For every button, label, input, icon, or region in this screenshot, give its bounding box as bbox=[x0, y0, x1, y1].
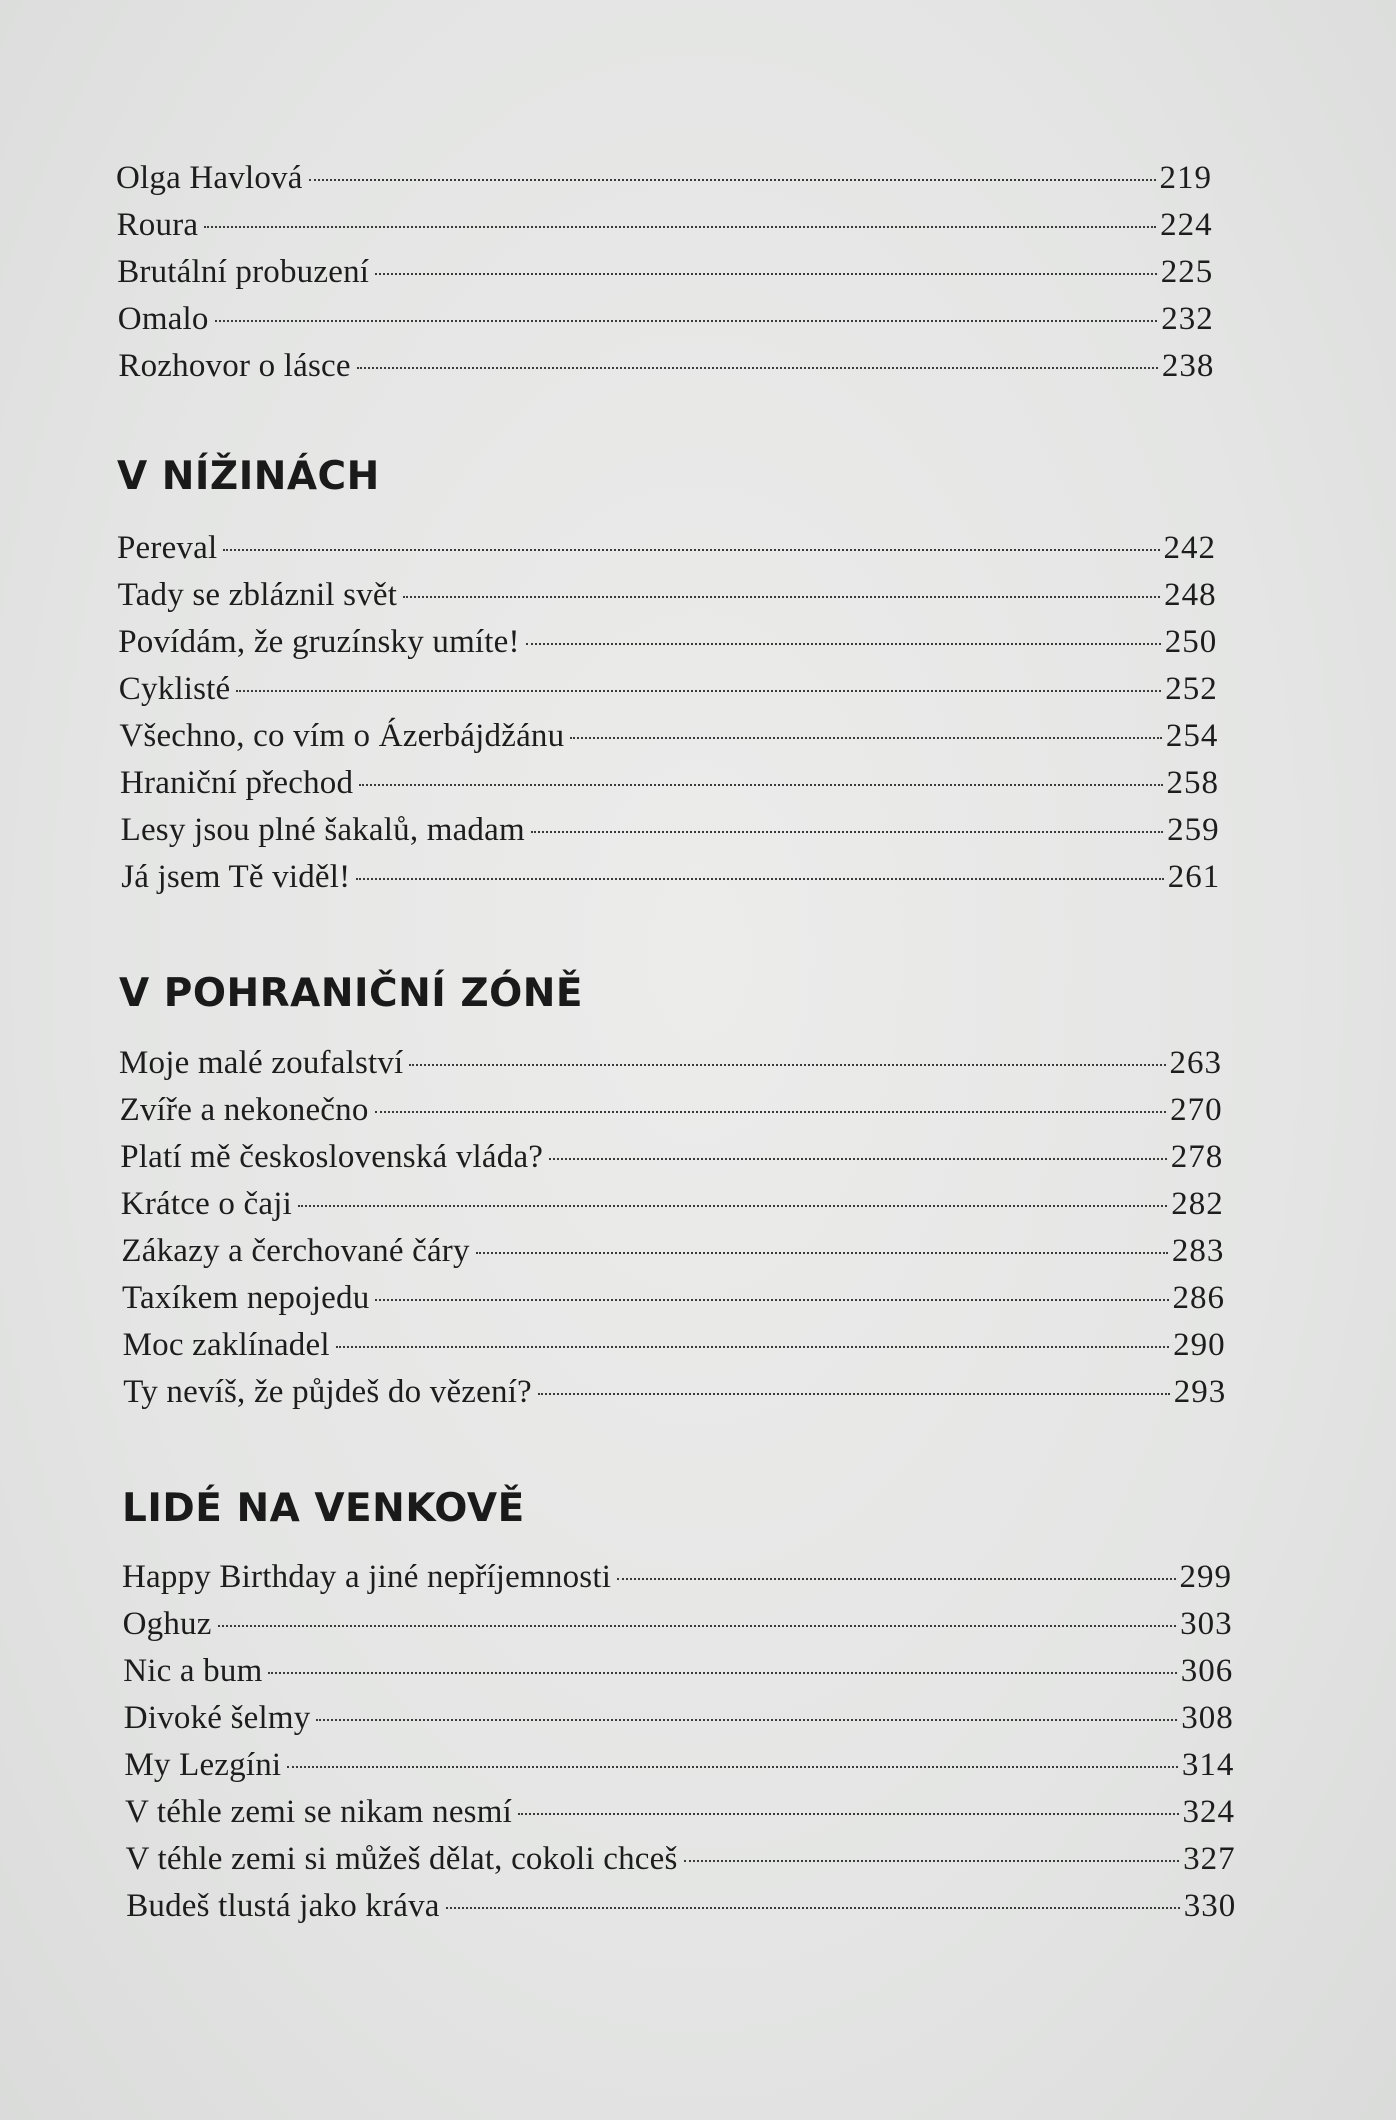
toc-entry-page-number: 238 bbox=[1161, 348, 1215, 384]
toc-entry-title: Nic a bum bbox=[123, 1653, 263, 1689]
toc-entry-page-number: 330 bbox=[1183, 1888, 1237, 1924]
toc-entry-title: Já jsem Tě viděl! bbox=[121, 859, 351, 895]
dot-leader bbox=[236, 690, 1161, 692]
toc-entry bbox=[117, 202, 1213, 248]
toc-entry-page-number: 283 bbox=[1171, 1233, 1225, 1269]
toc-entry-title: Budeš tlustá jako kráva bbox=[126, 1888, 440, 1924]
dot-leader bbox=[215, 320, 1158, 322]
toc-entry bbox=[126, 1836, 1236, 1882]
toc-entry-page-number: 261 bbox=[1167, 859, 1221, 895]
toc-entry-title: Hraniční přechod bbox=[120, 765, 354, 801]
toc-entry bbox=[117, 525, 1216, 571]
toc-entry-page-number: 303 bbox=[1180, 1606, 1233, 1642]
toc-entry bbox=[121, 854, 1220, 900]
toc-entry bbox=[124, 1695, 1234, 1741]
toc-entry-title: Lesy jsou plné šakalů, madam bbox=[120, 812, 525, 848]
dot-leader bbox=[684, 1860, 1180, 1862]
toc-entry-title: Platí mě československá vláda? bbox=[120, 1139, 544, 1175]
dot-leader bbox=[204, 226, 1156, 228]
toc-entry-page-number: 258 bbox=[1166, 765, 1219, 801]
dot-leader bbox=[549, 1158, 1167, 1160]
dot-leader bbox=[357, 367, 1158, 369]
dot-leader bbox=[375, 1111, 1167, 1113]
toc-entry-page-number: 224 bbox=[1160, 207, 1213, 243]
toc-entry-page-number: 324 bbox=[1182, 1794, 1235, 1830]
toc-entry bbox=[123, 1322, 1226, 1368]
toc-entry bbox=[120, 1134, 1223, 1180]
toc-entry bbox=[121, 807, 1220, 853]
dot-leader bbox=[409, 1064, 1165, 1066]
section-heading: V NÍŽINÁCH bbox=[117, 454, 380, 499]
toc-entry-title: Omalo bbox=[117, 301, 209, 337]
dot-leader bbox=[316, 1719, 1177, 1721]
toc-entry bbox=[121, 1181, 1224, 1227]
dot-leader bbox=[403, 596, 1160, 598]
toc-entry bbox=[126, 1883, 1236, 1929]
dot-leader bbox=[476, 1252, 1168, 1254]
toc-entry-title: Divoké šelmy bbox=[123, 1700, 311, 1736]
toc-entry bbox=[124, 1742, 1234, 1788]
toc-entry bbox=[120, 1087, 1223, 1133]
toc-entry-title: Cyklisté bbox=[118, 671, 231, 707]
toc-entry-title: Rozhovor o lásce bbox=[118, 348, 351, 384]
toc-entry bbox=[118, 572, 1217, 618]
toc-entry bbox=[122, 1554, 1232, 1600]
dot-leader bbox=[218, 1625, 1177, 1627]
toc-entry-title: Happy Birthday a jiné nepříjemnosti bbox=[122, 1559, 612, 1595]
dot-leader bbox=[518, 1813, 1179, 1815]
dot-leader bbox=[446, 1907, 1180, 1909]
dot-leader bbox=[223, 549, 1159, 551]
toc-entry-page-number: 290 bbox=[1173, 1327, 1226, 1363]
toc-entry-page-number: 263 bbox=[1169, 1045, 1222, 1081]
toc-entry-title: Oghuz bbox=[122, 1606, 212, 1642]
toc-entry-title: Taxíkem nepojedu bbox=[122, 1280, 370, 1316]
toc-entry-page-number: 225 bbox=[1160, 254, 1214, 290]
toc-entry-page-number: 286 bbox=[1172, 1280, 1225, 1316]
dot-leader bbox=[526, 643, 1161, 645]
toc-entry-title: Zvíře a nekonečno bbox=[119, 1092, 369, 1128]
toc-entry bbox=[123, 1601, 1233, 1647]
toc-entry-title: V téhle zemi si můžeš dělat, cokoli chceš bbox=[125, 1841, 678, 1877]
toc-entry-page-number: 254 bbox=[1165, 718, 1219, 754]
toc-entry bbox=[119, 1040, 1222, 1086]
toc-entry bbox=[118, 296, 1214, 342]
toc-entry-page-number: 252 bbox=[1165, 671, 1218, 707]
dot-leader bbox=[309, 179, 1156, 181]
toc-entry-title: Ty nevíš, že půjdeš do vězení? bbox=[123, 1374, 532, 1410]
section-heading: LIDÉ NA VENKOVĚ bbox=[122, 1486, 525, 1531]
dot-leader bbox=[617, 1578, 1175, 1580]
toc-entry-page-number: 270 bbox=[1170, 1092, 1223, 1128]
toc-entry bbox=[123, 1648, 1233, 1694]
toc-entry-page-number: 242 bbox=[1163, 530, 1216, 566]
dot-leader bbox=[359, 784, 1162, 786]
toc-entry-title: Roura bbox=[116, 207, 199, 243]
toc-entry-page-number: 308 bbox=[1181, 1700, 1234, 1736]
toc-entry-page-number: 248 bbox=[1164, 577, 1217, 613]
toc-entry bbox=[123, 1369, 1226, 1415]
toc-entry-title: Moje malé zoufalství bbox=[119, 1045, 404, 1081]
toc-entry-page-number: 232 bbox=[1161, 301, 1214, 337]
toc-entry-title: My Lezgíni bbox=[124, 1747, 282, 1783]
toc-entry bbox=[119, 713, 1218, 759]
dot-leader bbox=[287, 1766, 1178, 1768]
toc-entry-title: Moc zaklínadel bbox=[122, 1327, 330, 1363]
toc-entry-page-number: 219 bbox=[1159, 160, 1212, 196]
dot-leader bbox=[531, 831, 1163, 833]
toc-entry-page-number: 327 bbox=[1183, 1841, 1236, 1877]
toc-entry bbox=[116, 155, 1212, 201]
toc-entry bbox=[122, 1275, 1225, 1321]
toc-entry-title: Krátce o čaji bbox=[120, 1186, 292, 1222]
toc-entry-title: Pereval bbox=[117, 530, 218, 566]
dot-leader bbox=[375, 273, 1157, 275]
toc-entry-title: V téhle zemi se nikam nesmí bbox=[125, 1794, 512, 1830]
dot-leader bbox=[298, 1205, 1167, 1207]
toc-entry-title: Všechno, co vím o Ázerbájdžánu bbox=[119, 718, 565, 754]
toc-entry-page-number: 314 bbox=[1181, 1747, 1235, 1783]
toc-entry-title: Olga Havlová bbox=[116, 160, 303, 196]
dot-leader bbox=[336, 1346, 1169, 1348]
toc-entry-title: Zákazy a čerchované čáry bbox=[121, 1233, 470, 1269]
toc-entry-page-number: 278 bbox=[1170, 1139, 1224, 1175]
toc-entry-page-number: 282 bbox=[1171, 1186, 1224, 1222]
toc-entry bbox=[119, 666, 1218, 712]
toc-entry-title: Povídám, že gruzínsky umíte! bbox=[118, 624, 520, 660]
toc-entry-page-number: 293 bbox=[1173, 1374, 1227, 1410]
toc-entry-title: Brutální probuzení bbox=[117, 254, 370, 290]
toc-entry-page-number: 259 bbox=[1167, 812, 1220, 848]
toc-entry-page-number: 306 bbox=[1180, 1653, 1234, 1689]
section-heading: V POHRANIČNÍ ZÓNĚ bbox=[119, 971, 584, 1016]
toc-entry bbox=[125, 1789, 1235, 1835]
toc-entry bbox=[121, 1228, 1224, 1274]
toc-entry-title: Tady se zbláznil svět bbox=[117, 577, 398, 613]
dot-leader bbox=[356, 878, 1163, 880]
dot-leader bbox=[375, 1299, 1168, 1301]
toc-entry-page-number: 250 bbox=[1164, 624, 1218, 660]
toc-entry bbox=[117, 249, 1213, 295]
toc-entry-page-number: 299 bbox=[1179, 1559, 1232, 1595]
toc-entry bbox=[120, 760, 1219, 806]
dot-leader bbox=[538, 1393, 1170, 1395]
toc-entry bbox=[118, 619, 1217, 665]
dot-leader bbox=[268, 1672, 1176, 1674]
toc-entry bbox=[118, 343, 1214, 389]
dot-leader bbox=[570, 737, 1162, 739]
